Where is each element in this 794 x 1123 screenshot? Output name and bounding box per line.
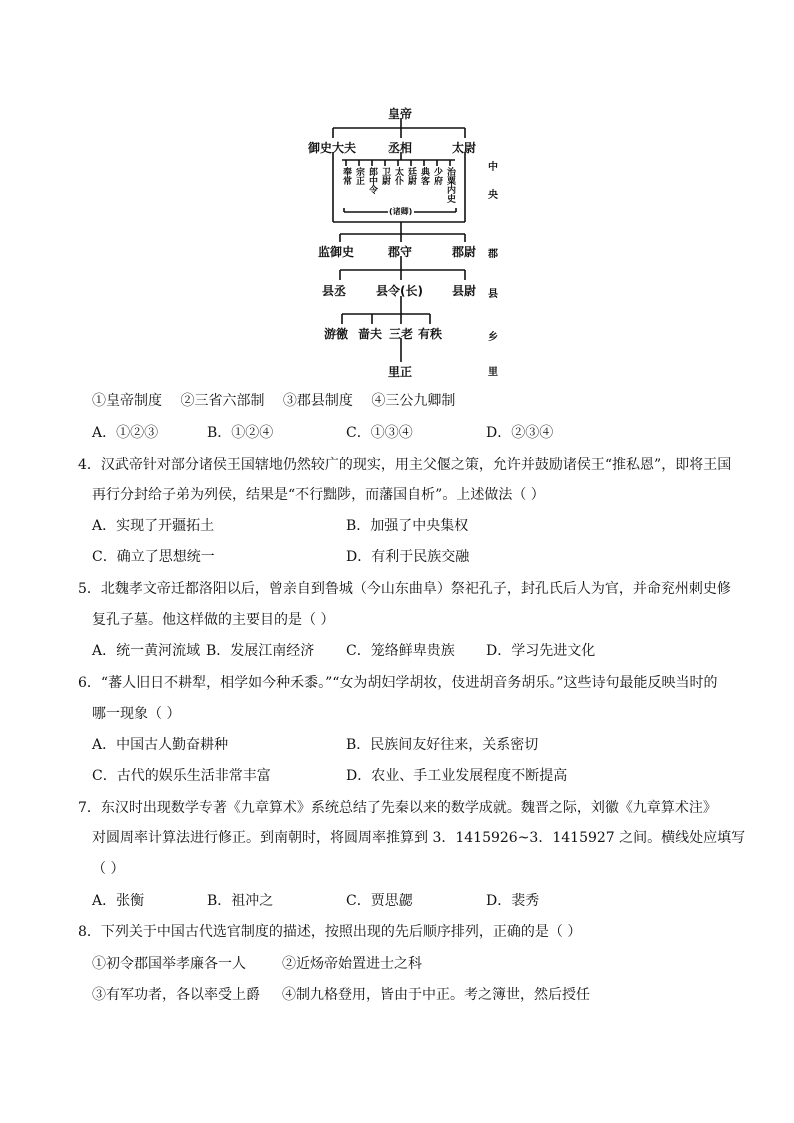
q6-option-b[interactable]: B．民族间友好往来，关系密切 [346, 737, 539, 753]
minister-node: 少府 [432, 167, 442, 185]
q6-option-c[interactable]: C．古代的娱乐生活非常丰富 [92, 768, 271, 784]
minister-node: 奉常 [341, 167, 351, 185]
q3-option-b[interactable]: B．①②④ [207, 425, 274, 441]
ministers-bracket-label: (诸卿) [389, 207, 413, 216]
level-label: 县 [488, 289, 498, 300]
township-node: 游徼 [324, 327, 349, 341]
township-node: 啬夫 [358, 327, 383, 341]
village-head-node: 里正 [388, 365, 413, 379]
q5-option-b[interactable]: B．发展江南经济 [206, 643, 315, 659]
q7-stem-line-3: （ ） [92, 861, 125, 877]
level-label: 郡 [488, 249, 498, 260]
minister-node: 廷尉 [406, 167, 416, 185]
minister-node: 典客 [419, 167, 429, 185]
q7-option-d[interactable]: D．裴秀 [486, 893, 540, 909]
commandery-commandant-node: 郡尉 [452, 245, 477, 259]
q5-option-a[interactable]: A．统一黄河流域 [92, 643, 201, 659]
q6-option-a[interactable]: A．中国古人勤奋耕种 [92, 737, 229, 753]
township-node: 有秩 [418, 327, 443, 341]
chancellor-node: 丞相 [388, 141, 413, 155]
q4-stem-line-2: 再行分封给子弟为列侯，结果是“不行黜陟，而藩国自析”。上述做法（ ） [92, 487, 545, 503]
q7-stem-line-2: 对圆周率计算法进行修正。到南朝时，将圆周率推算到 3．1415926~3．1415927 之间。横线处应填写 [92, 830, 746, 846]
minister-node: 卫尉 [380, 167, 390, 185]
emperor-node: 皇帝 [388, 107, 413, 121]
q4-stem-line-1: 4．汉武帝针对部分诸侯王国辖地仍然较广的现实，用主父偃之策，允许并鼓励诸侯王“推私恩”，即将王国 [78, 457, 732, 473]
level-label: 乡 [488, 332, 498, 343]
q6-stem-line-1: 6．“蕃人旧日不耕犁，相学如今种禾黍。”“女为胡妇学胡妆，伎进胡音务胡乐。”这些诗句最能反映当时的 [78, 675, 718, 691]
q5-stem-line-1: 5．北魏孝文帝迁都洛阳以后，曾亲自到鲁城（今山东曲阜）祭祀孔子，封孔氏后人为官，并命兖州刺史修 [78, 581, 731, 597]
q7-option-c[interactable]: C．贾思勰 [346, 893, 413, 909]
county-deputy-node: 县丞 [322, 284, 347, 298]
commandery-censor-node: 监御史 [318, 245, 355, 259]
grand-commandant-node: 太尉 [452, 141, 477, 155]
q8-statement-2: ②近炀帝始置进士之科 [282, 956, 422, 972]
level-label: 中 [488, 162, 498, 173]
q8-statement-4: ④制九格登用，皆由于中正。考之簿世，然后授任 [282, 987, 590, 1003]
commandery-governor-node: 郡守 [388, 245, 413, 259]
q7-option-a[interactable]: A．张衡 [92, 893, 145, 909]
q3-option-c[interactable]: C．①③④ [346, 425, 413, 441]
government-structure-diagram [300, 100, 510, 385]
q7-stem-line-1: 7．东汉时出现数学专著《九章算术》系统总结了先秦以来的数学成就。魏晋之际，刘徽《九章算术注》 [78, 800, 717, 816]
q7-option-b[interactable]: B．祖冲之 [207, 893, 274, 909]
q5-option-c[interactable]: C．笼络鲜卑贵族 [346, 643, 455, 659]
minister-node: 太仆 [393, 167, 403, 185]
q6-stem-line-2: 哪一现象（ ） [92, 706, 181, 722]
q3-option-a[interactable]: A．①②③ [92, 425, 159, 441]
q8-statement-3: ③有军功者，各以率受上爵 [92, 987, 260, 1003]
level-label: 里 [488, 367, 498, 378]
minister-node: 郎中令 [367, 167, 377, 194]
q5-stem-line-2: 复孔子墓。他这样做的主要目的是（ ） [92, 612, 335, 628]
q8-stem-line-1: 8．下列关于中国古代选官制度的描述，按照出现的先后顺序排列，正确的是（ ） [78, 924, 582, 940]
q6-option-d[interactable]: D．农业、手工业发展程度不断提高 [346, 768, 568, 784]
q8-statement-1: ①初令郡国举孝廉各一人 [92, 956, 246, 972]
q4-option-c[interactable]: C．确立了思想统一 [92, 549, 215, 565]
township-node: 三老 [389, 327, 414, 341]
county-magistrate-node: 县令(长) [376, 284, 423, 298]
county-commandant-node: 县尉 [452, 284, 477, 298]
censor-in-chief-node: 御史大夫 [308, 141, 357, 155]
q4-option-b[interactable]: B．加强了中央集权 [346, 518, 469, 534]
level-label: 央 [488, 190, 498, 201]
q4-option-d[interactable]: D．有利于民族交融 [346, 549, 470, 565]
minister-node: 宗正 [354, 167, 364, 185]
q3-option-d[interactable]: D．②③④ [486, 425, 554, 441]
q3-statements: ①皇帝制度 ②三省六部制 ③郡县制度 ④三公九卿制 [92, 393, 456, 409]
q4-option-a[interactable]: A．实现了开疆拓土 [92, 518, 215, 534]
q5-option-d[interactable]: D．学习先进文化 [486, 643, 596, 659]
minister-node: 治粟内史 [445, 167, 455, 203]
